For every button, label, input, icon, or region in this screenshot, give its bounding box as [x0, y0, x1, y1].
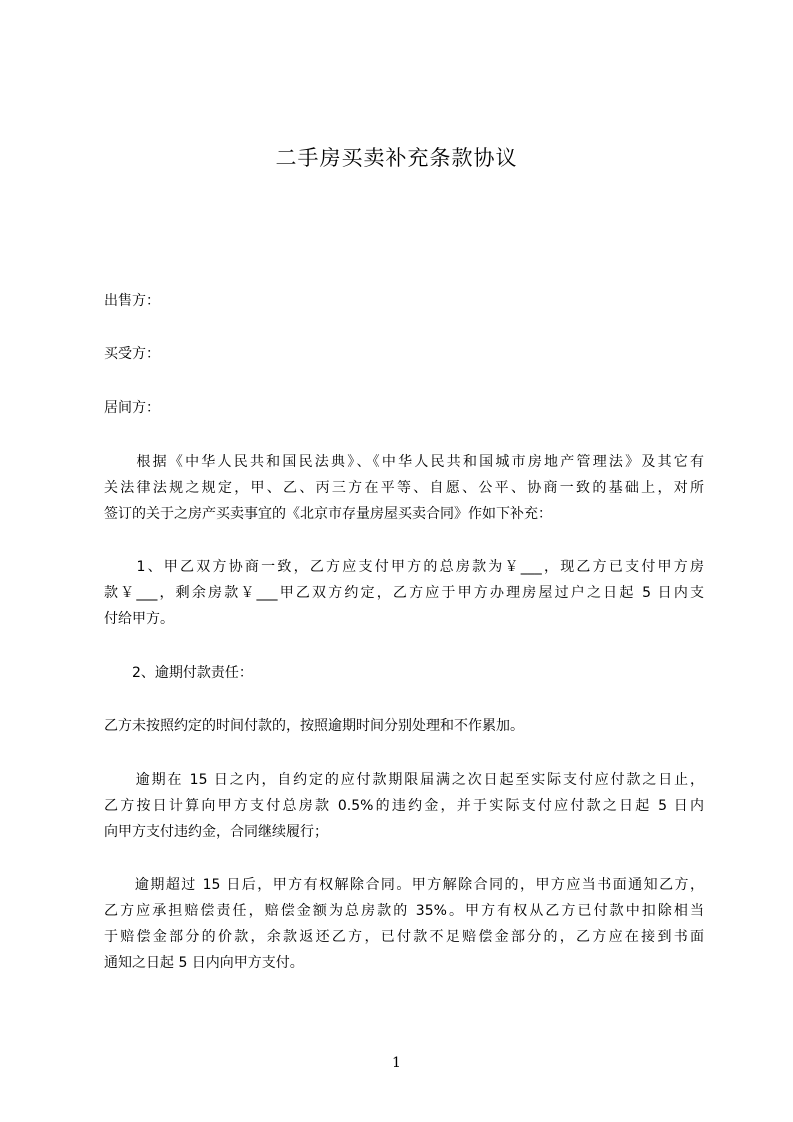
clause2-within15-line: 逾期在 15 日之内，自约定的应付款期限届满之次日起至实际支付应付款之日止， — [104, 772, 704, 788]
preamble-line: 关法律法规之规定，甲、乙、丙三方在平等、自愿、公平、协商一致的基础上，对所 — [104, 480, 704, 496]
clause2-over15-line: 逾期超过 15 日后，甲方有权解除合同。甲方解除合同的，甲方应当书面通知乙方， — [104, 877, 704, 893]
page-number: 1 — [392, 1055, 401, 1071]
clause2-within15-line: 乙方按日计算向甲方支付总房款 0.5%的违约金，并于实际支付应付款之日起 5 日内 — [104, 798, 704, 814]
clause2-within15-line: 向甲方支付违约金，合同继续履行； — [104, 824, 328, 840]
clause2-over15-line: 通知之日起 5 日内向甲方支付。 — [104, 955, 304, 971]
clause1-line: 1、甲乙双方协商一致，乙方应支付甲方的总房款为￥___，现乙方已支付甲方房 — [104, 559, 704, 575]
clause2-intro: 乙方未按照约定的时间付款的，按照逾期时间分别处理和不作累加。 — [104, 718, 524, 734]
agent-label: 居间方： — [104, 400, 160, 416]
preamble-line: 签订的关于之房产买卖事宜的《北京市存量房屋买卖合同》作如下补充： — [104, 506, 552, 522]
clause2-over15-line: 于赔偿金部分的价款，余款返还乙方，已付款不足赔偿金部分的，乙方应在接到书面 — [104, 929, 704, 945]
clause1-line: 付给甲方。 — [104, 611, 174, 627]
clause2-heading: 2、逾期付款责任： — [104, 665, 253, 681]
seller-label: 出售方： — [104, 293, 160, 309]
buyer-label: 买受方： — [104, 346, 160, 362]
clause1-line: 款￥___，剩余房款￥___甲乙双方约定，乙方应于甲方办理房屋过户之日起 5 日内支 — [104, 585, 704, 601]
clause2-over15-line: 乙方应承担赔偿责任，赔偿金额为总房款的 35%。甲方有权从乙方已付款中扣除相当 — [104, 903, 704, 919]
document-title: 二手房买卖补充条款协议 — [275, 146, 518, 170]
preamble-line: 根据《中华人民共和国民法典》、《中华人民共和国城市房地产管理法》及其它有 — [104, 454, 704, 470]
